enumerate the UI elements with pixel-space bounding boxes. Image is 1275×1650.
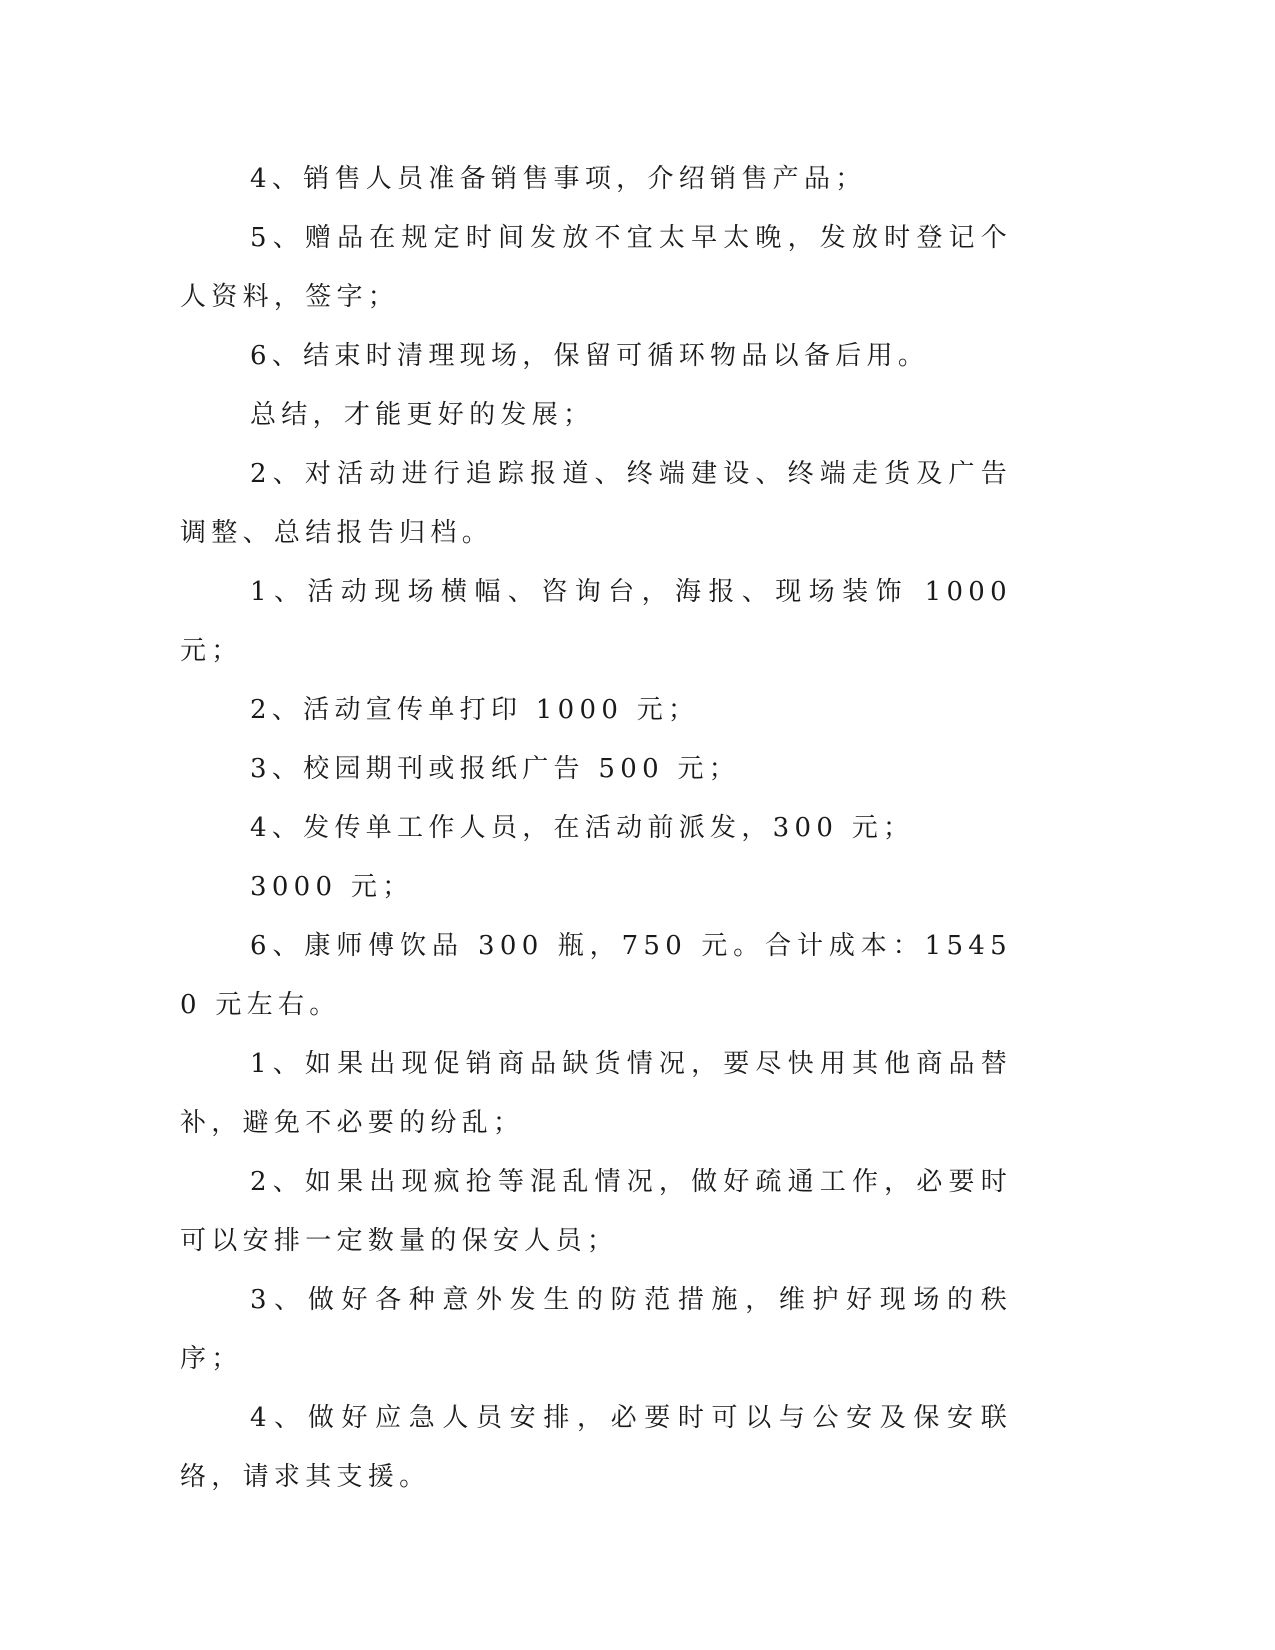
paragraph-tracking-report: 2、对活动进行追踪报道、终端建设、终端走货及广告调整、总结报告归档。 (180, 459, 1012, 548)
paragraph-cost-3000: 3000 元； (250, 872, 414, 902)
paragraph-gift-distribution: 5、赠品在规定时间发放不宜太早太晚，发放时登记个人资料，签字； (180, 223, 1012, 312)
paragraph-cost-drinks-total: 6、康师傅饮品 300 瓶，750 元。合计成本：15450 元左右。 (180, 931, 1012, 1020)
paragraph-contingency-crowd: 2、如果出现疯抢等混乱情况，做好疏通工作，必要时可以安排一定数量的保安人员； (180, 1167, 1012, 1256)
paragraph-contingency-accidents: 3、做好各种意外发生的防范措施，维护好现场的秩序； (180, 1285, 1012, 1374)
document-body (180, 150, 1012, 1507)
paragraph-sales-prep: 4、销售人员准备销售事项，介绍销售产品； (250, 164, 867, 194)
paragraph-contingency-stockout: 1、如果出现促销商品缺货情况，要尽快用其他商品替补，避免不必要的纷乱； (180, 1049, 1012, 1138)
paragraph-cost-campus-ads: 3、校园期刊或报纸广告 500 元； (250, 754, 741, 784)
paragraph-contingency-emergency: 4、做好应急人员安排，必要时可以与公安及保安联络，请求其支援。 (180, 1403, 1012, 1492)
paragraph-cost-banner: 1、活动现场横幅、咨询台，海报、现场装饰 1000 元； (180, 577, 1012, 666)
paragraph-cost-flyer-staff: 4、发传单工作人员，在活动前派发，300 元； (250, 813, 915, 843)
paragraph-cost-flyer-print: 2、活动宣传单打印 1000 元； (250, 695, 700, 725)
paragraph-cleanup: 6、结束时清理现场，保留可循环物品以备后用。 (250, 341, 930, 371)
paragraph-summary: 总结，才能更好的发展； (250, 400, 595, 430)
